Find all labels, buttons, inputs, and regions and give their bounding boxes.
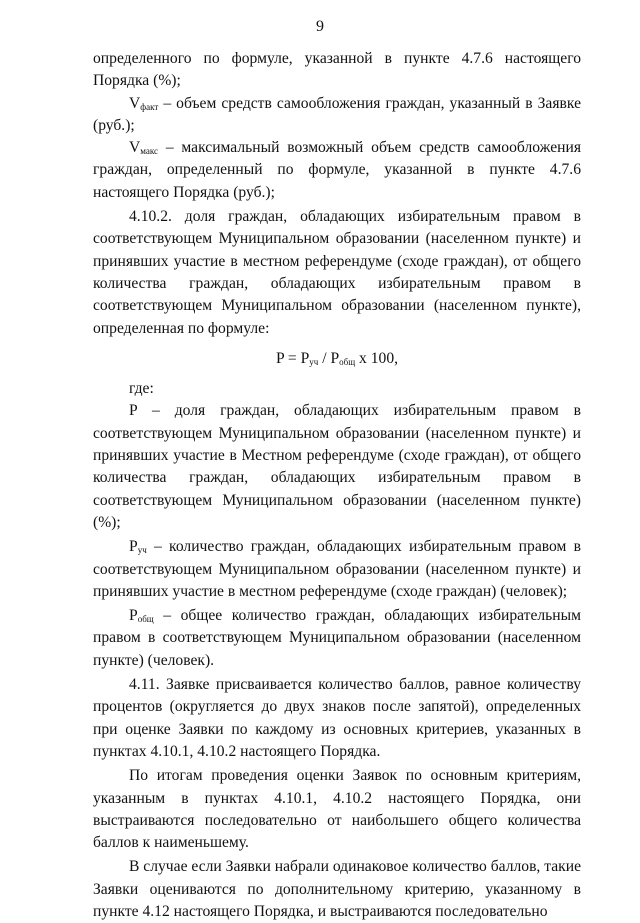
definition-p-text: – доля граждан, обладающих избирательным правом в соответствующем Муниципальном образовании (населенном пункте) и принявших участие в Местном референдуме (сходе граждан), от общего количества граждан, обладающих избирательным правом в соответствующем Муниципальном образовании (населенном пункте) (%); — [93, 402, 581, 531]
formula-mid: / P — [318, 349, 340, 367]
paragraph-formula-reference: определенного по формуле, указанной в пункте 4.7.6 настоящего Порядка (%); — [93, 50, 581, 90]
definition-v-fact — [93, 93, 581, 138]
symbol-v: V — [129, 139, 141, 157]
paragraph-equal-scores: В случае если Заявки набрали одинаковое количество баллов, такие Заявки оцениваются по дополнительному критерию, указанному в пункте 4.12 настоящего Порядка, и выстраиваются последовательно — [93, 858, 581, 920]
formula-sub-uch: уч — [309, 356, 319, 367]
definition-p-obsh-text: – общее количество граждан, обладающих избирательным правом в соответствующем Муниципальном образовании (населенном пункте) (человек). — [93, 607, 581, 669]
subscript-obsh: общ — [137, 614, 154, 625]
definition-p-obsh — [93, 605, 581, 672]
definition-v-max — [93, 137, 581, 204]
definition-p — [93, 400, 581, 534]
definition-p-uch-text: – количество граждан, обладающих избирательным правом в соответствующем Муниципальном образовании (населенном пункте) и принявших участие в местном референдуме (сходе граждан) (человек); — [93, 538, 581, 600]
formula — [93, 348, 581, 370]
paragraph-4-11: 4.11. Заявке присваивается количество баллов, равное количеству процентов (округляется до двух знаков после запятой), определенных при оценке Заявки по каждому из основных критериев, указанных в пунктах 4.10.1, 4.10.2 настоящего Порядка. — [93, 676, 581, 760]
document-body — [93, 48, 581, 923]
subscript-uch: уч — [137, 545, 147, 556]
formula-sub-obsh: общ — [339, 356, 356, 367]
symbol-p: P — [129, 402, 138, 420]
definition-v-fact-text: – объем средств самообложения граждан, указанный в Заявке (руб.); — [93, 94, 581, 134]
definition-v-max-text: – максимальный возможный объем средств самообложения граждан, определенный по формуле, указанной в пункте 4.7.6 настоящего Порядка (руб.); — [93, 139, 581, 201]
symbol-v: V — [129, 94, 141, 112]
formula-lhs: P = P — [275, 349, 310, 367]
page-number: 9 — [316, 18, 324, 35]
subscript-fact: факт — [140, 101, 159, 112]
symbol-p: P — [129, 607, 138, 625]
paragraph-results: По итогам проведения оценки Заявок по основным критериям, указанным в пунктах 4.10.1, 4.10.2 настоящего Порядка, они выстраиваются последовательно от наибольшего общего количества баллов к наименьшему. — [93, 767, 581, 852]
paragraph-4-10-2: 4.10.2. доля граждан, обладающих избирательным правом в соответствующем Муниципальном образовании (населенном пункте) и принявших участие в местном референдуме (сходе граждан), от общего количества граждан, обладающих избирательным правом в соответствующем Муниципальном образовании (населенном пункте), определенная по формуле: — [93, 208, 581, 337]
where-label: где: — [129, 380, 154, 398]
symbol-p: P — [129, 538, 138, 556]
subscript-max: макс — [140, 146, 159, 157]
formula-rhs: x 100, — [355, 349, 399, 367]
definition-p-uch — [93, 536, 581, 603]
